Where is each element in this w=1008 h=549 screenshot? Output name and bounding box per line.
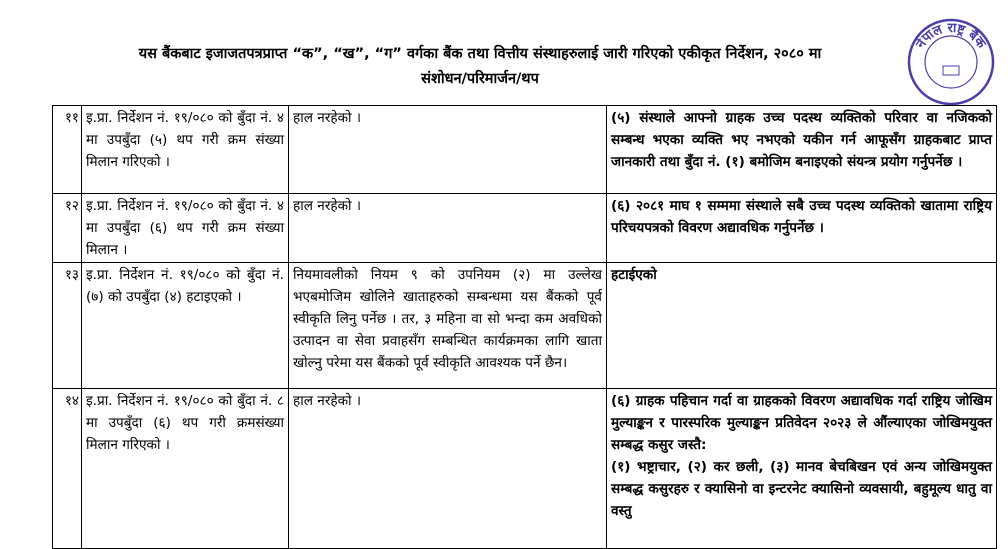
- amendment-table: [52, 105, 997, 549]
- header-title: यस बैंकबाट इजाजतपत्रप्राप्त “क”, “ख”, “ग” वर्गका बैंक तथा वित्तीय संस्थाहरुलाई जारी गरिएको एकीकृत निर्देशन, २०८० मा: [138, 46, 822, 62]
- amended-paragraph: (१) भष्ट्राचार, (२) कर छली, (३) मानव बेचबिखन एवं अन्य जोखिमयुक्त सम्बद्ध कसुरहरु र क्यासिनो वा इन्टरनेट क्यासिनो व्यवसायी, बहुमूल्य धातु वा वस्तु: [611, 459, 992, 519]
- serial-number: १३: [53, 263, 82, 389]
- directive-reference: इ.प्रा. निर्देशन नं. १९/०८० को बुँदा नं. ८ मा उपबुँदा (६) थप गरी क्रमसंख्या मिलान गरिएको ।: [82, 389, 289, 549]
- table-row: [53, 389, 997, 549]
- serial-number: ११: [53, 106, 82, 194]
- nrb-seal-icon: [905, 14, 997, 106]
- directive-reference: इ.प्रा. निर्देशन नं. १९/०८० को बुँदा नं. ४ मा उपबुँदा (५) थप गरी क्रम संख्या मिलान गरिएको ।: [82, 106, 289, 194]
- amended-paragraph: (६) २०८१ माघ १ सम्ममा संस्थाले सबै उच्च पदस्थ व्यक्तिको खातामा राष्ट्रिय परिचयपत्रको विवरण अद्यावधिक गर्नुपर्नेछ ।: [611, 198, 992, 236]
- table-row: [53, 106, 997, 194]
- amended-provision: [607, 389, 997, 549]
- table-row: [53, 194, 997, 263]
- amended-paragraph: (५) संस्थाले आफ्नो ग्राहक उच्च पदस्थ व्यक्तिको परिवार वा नजिकको सम्बन्ध भएका व्यक्ति भए नभएको यकीन गर्न आफूसँग ग्राहकबाट प्राप्त जानकारी तथा बुँदा नं. (१) बमोजिम बनाइएको संयन्त्र प्रयोग गर्नुपर्नेछ ।: [611, 110, 992, 170]
- serial-number: १४: [53, 389, 82, 549]
- existing-provision: हाल नरहेको ।: [289, 106, 607, 194]
- amended-provision: [607, 263, 997, 389]
- document-header: [40, 42, 920, 92]
- table-row: [53, 263, 997, 389]
- amended-provision: [607, 106, 997, 194]
- existing-provision: हाल नरहेको ।: [289, 389, 607, 549]
- header-subtitle: संशोधन/परिमार्जन/थप: [421, 71, 539, 87]
- amended-paragraph: (६) ग्राहक पहिचान गर्दा वा ग्राहकको विवरण अद्यावधिक गर्दा राष्ट्रिय जोखिम मुल्याङ्कन र पारस्परिक मुल्याङ्कन प्रतिवेदन २०२३ ले औंल्याएका जोखिमयुक्त सम्बद्ध कसुर जस्तै:: [611, 393, 992, 453]
- amended-provision: [607, 194, 997, 263]
- serial-number: १२: [53, 194, 82, 263]
- existing-provision: हाल नरहेको ।: [289, 194, 607, 263]
- directive-reference: इ.प्रा. निर्देशन नं. १९/०८० को बुँदा नं. ४ मा उपबुँदा (६) थप गरी क्रम संख्या मिलान ।: [82, 194, 289, 263]
- existing-provision: नियमावलीको नियम ९ को उपनियम (२) मा उल्लेख भएबमोजिम खोलिने खाताहरुको सम्बन्धमा यस बैंकको पूर्व स्वीकृति लिनु पर्नेछ । तर, ३ महिना वा सो भन्दा कम अवधिको उत्पादन वा सेवा प्रवाहसँग सम्बन्धित कार्यक्रमका लागि खाता खोल्नु परेमा यस बैंकको पूर्व स्वीकृति आवश्यक पर्ने छैन।: [289, 263, 607, 389]
- directive-reference: इ.प्रा. निर्देशन नं. १९/०८० को बुँदा नं. (७) को उपबुँदा (४) हटाइएको ।: [82, 263, 289, 389]
- amended-paragraph: हटाईएको: [611, 267, 657, 283]
- seal-text: नेपाल राष्ट्र बैंक: [913, 20, 989, 52]
